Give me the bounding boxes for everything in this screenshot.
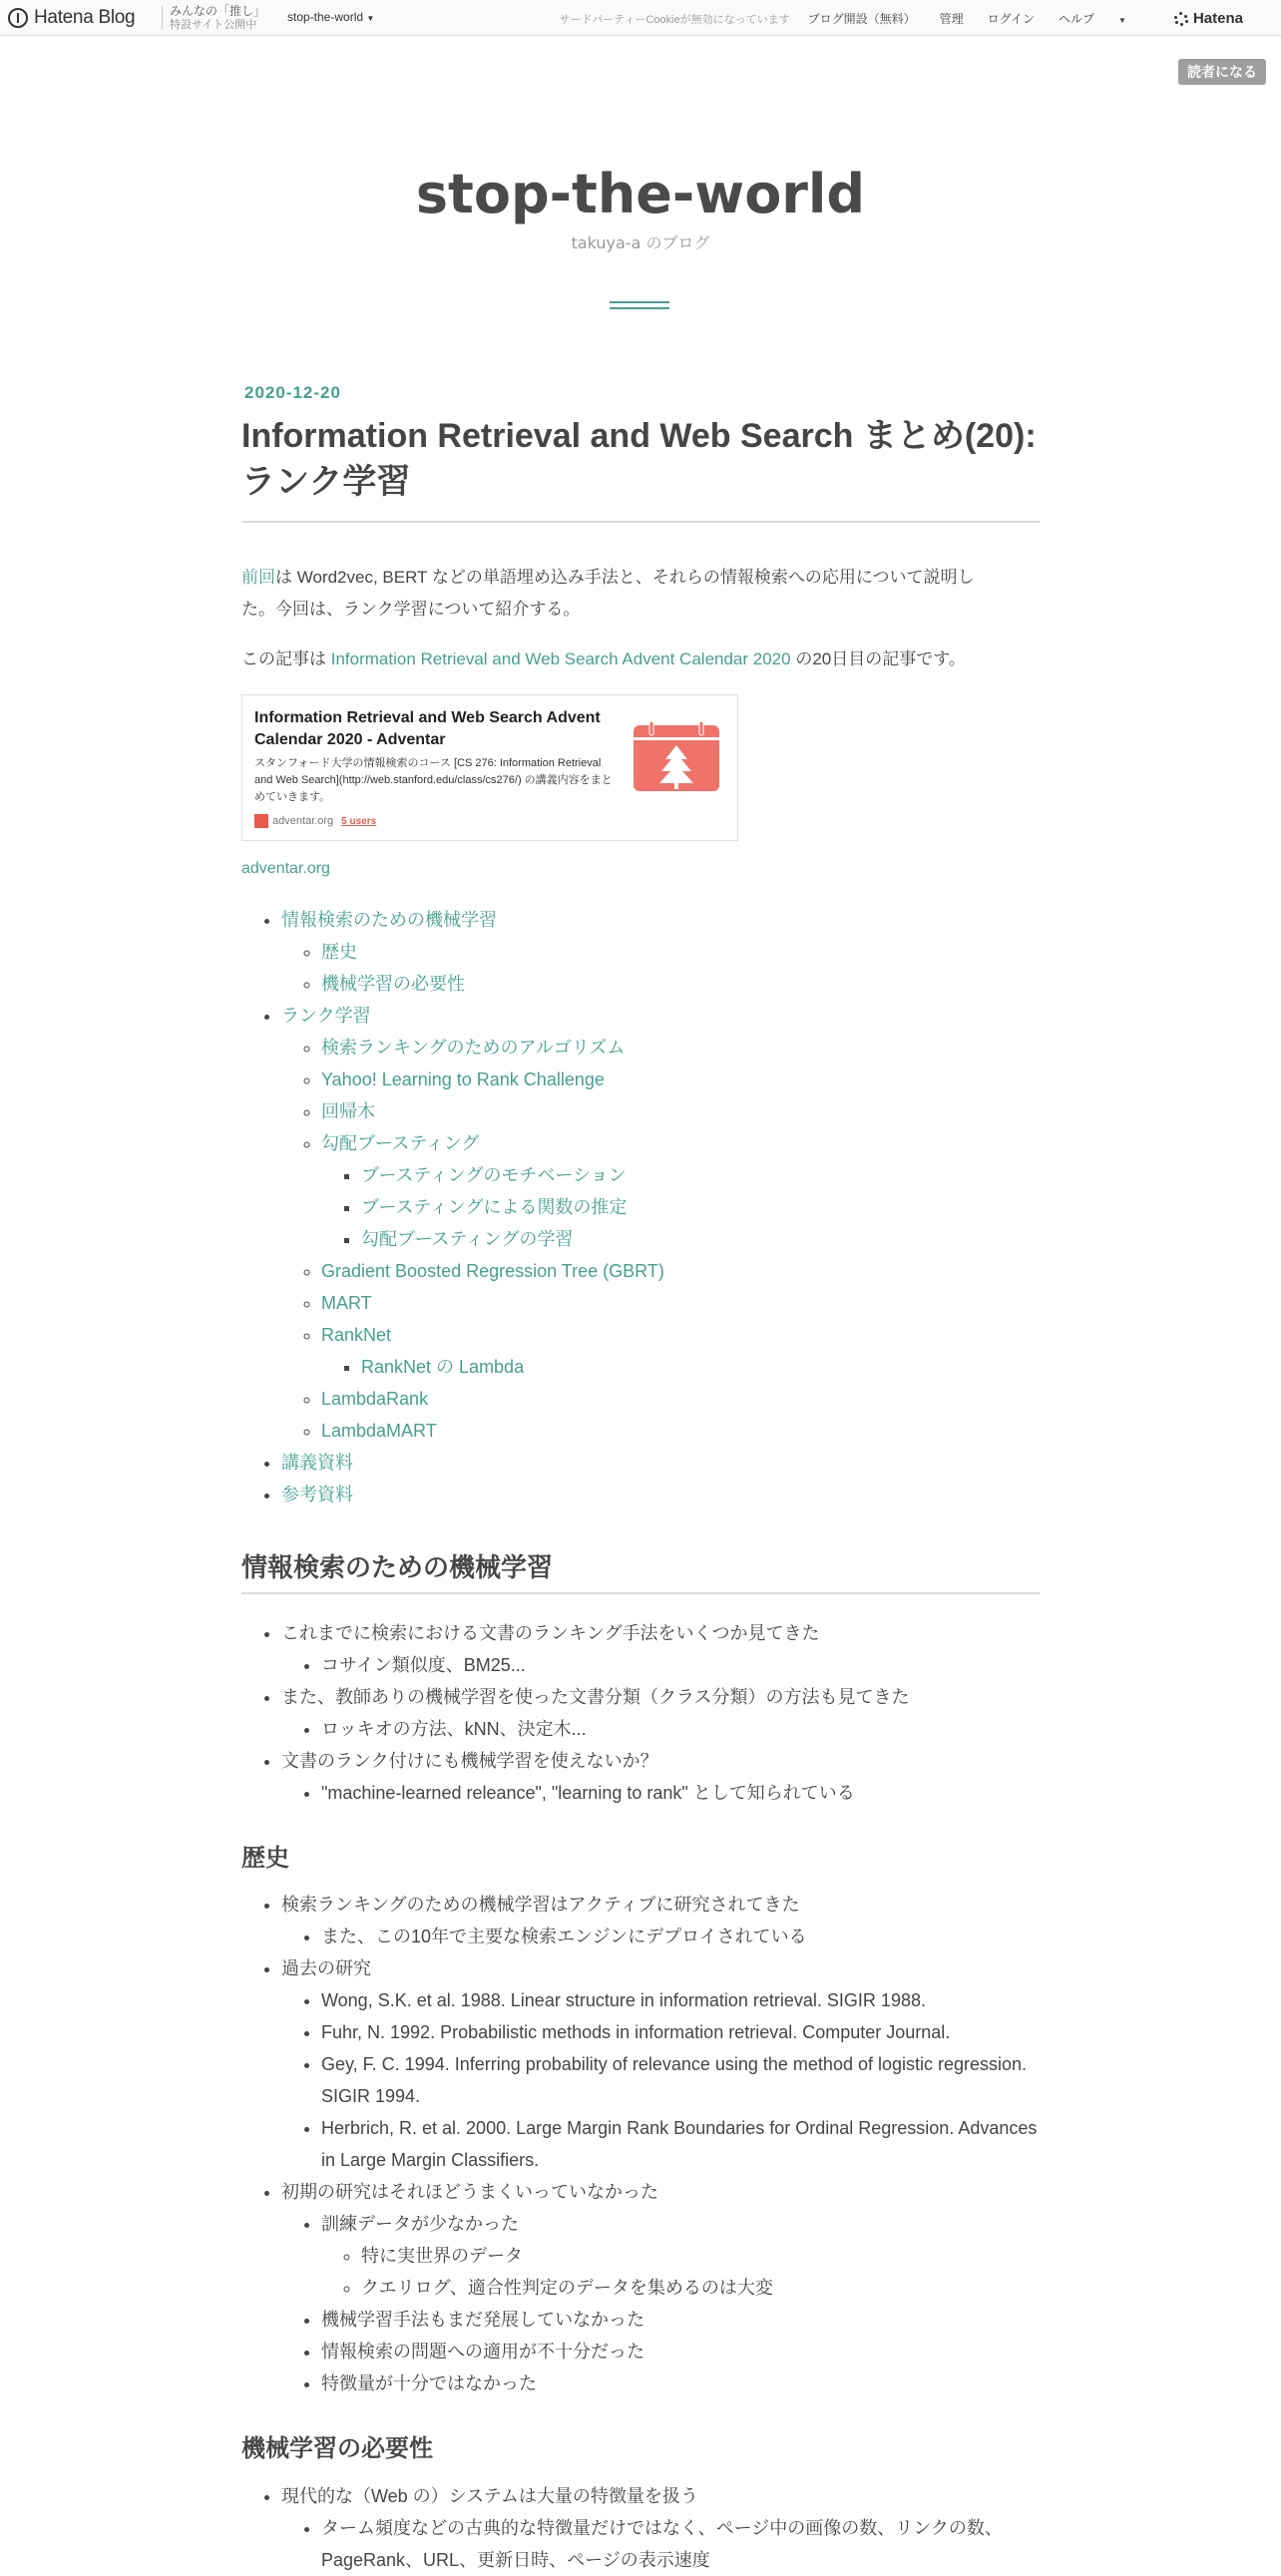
- entry-title-line1: Information Retrieval and Web Search まとめ(20):: [241, 417, 1037, 455]
- list-item: • Wong, S.K. et al. 1988. Linear structure in information retrieval. SIGIR 1988.: [321, 1984, 1040, 2016]
- toc-link-ranknet[interactable]: RankNet: [321, 1325, 392, 1345]
- login-link[interactable]: ログイン: [987, 12, 1036, 26]
- header-right-menu: [559, 10, 1281, 27]
- help-label: ヘルプ: [1059, 12, 1095, 26]
- toc-link-regression-tree[interactable]: 回帰木: [321, 1101, 375, 1121]
- toc-link-yahoo-challenge[interactable]: Yahoo! Learning to Rank Challenge: [321, 1070, 605, 1089]
- hatena-blog-logo-icon: [8, 8, 28, 28]
- list-item: • 文書のランク付けにも機械学習を使えないか？: [281, 1745, 1040, 1777]
- toc-item: [321, 968, 1040, 1000]
- section1-list: [241, 1617, 1040, 1809]
- toc-item: [281, 904, 1040, 1000]
- advent-suffix: の20日目の記事です。: [790, 649, 966, 668]
- section-heading-ml-for-ir: 情報検索のための機械学習: [241, 1552, 554, 1582]
- advent-paragraph: [241, 644, 1040, 675]
- list-item: • Herbrich, R. et al. 2000. Large Margin Rank Boundaries for Ordinal Regression. Advances in Large Margin Classifiers.: [321, 2112, 1040, 2176]
- toc-item: [321, 1064, 1040, 1095]
- intro-text2: た。今回は、ランク学習について紹介する。: [241, 600, 581, 619]
- bookmark-users-badge[interactable]: 5 users: [341, 815, 377, 827]
- list-item: • 機械学習手法もまだ発展していなかった: [321, 2304, 1040, 2336]
- hatena-blog-logo[interactable]: [8, 7, 135, 29]
- toc-item: [321, 1319, 1040, 1383]
- blog-title[interactable]: stop-the-world: [415, 163, 866, 225]
- hatena-logo[interactable]: [1174, 10, 1267, 27]
- section-divider: [241, 1592, 1040, 1594]
- header-ornament-bottom: [610, 307, 669, 309]
- caret-down-icon: ▼: [1118, 16, 1126, 25]
- embed-description: スタンフォード大学の情報検索のコース [CS 276: Information Retrieval and Web Search](http://web.stanford.edu/class/cs276/) の講義内容をまとめていきます。: [254, 757, 613, 803]
- embed-title[interactable]: Information Retrieval and Web Search Advent Calendar 2020 - Adventar: [254, 709, 601, 748]
- list-item-text: 訓練データが少なかった: [321, 2214, 519, 2234]
- header-ornament-top: [610, 301, 669, 303]
- blog-selector[interactable]: [287, 10, 374, 24]
- history-list: [241, 1889, 1040, 2399]
- toc-item: [281, 1447, 1040, 1479]
- embed-footer: [254, 814, 376, 828]
- list-item: • ロッキオの方法、kNN、決定木...: [321, 1713, 1040, 1745]
- list-item: • また、この10年で主要な検索エンジンにデプロイされている: [321, 1921, 1040, 1952]
- title-divider: [241, 521, 1040, 523]
- list-item: • 検索ランキングのための機械学習はアクティブに研究されてきた: [281, 1889, 1040, 1921]
- toc-link-mart[interactable]: MART: [321, 1293, 372, 1313]
- toc-link-ml-necessity[interactable]: 機械学習の必要性: [321, 974, 465, 994]
- toc-item: [321, 936, 1040, 968]
- embed-site: adventar.org: [272, 815, 334, 827]
- list-item: • 特徴量が十分ではなかった: [321, 2367, 1040, 2399]
- calendar-tree-icon: [634, 721, 719, 791]
- list-item: • これまでに検索における文書のランキング手法をいくつか見てきた: [281, 1617, 1040, 1649]
- toc-link-boosting-estimation[interactable]: ブースティングによる関数の推定: [361, 1197, 628, 1217]
- advent-calendar-link[interactable]: Information Retrieval and Web Search Advent Calendar 2020: [330, 649, 791, 668]
- blog-description: takuya-a のブログ: [571, 233, 710, 252]
- toc-item: [321, 1383, 1040, 1415]
- global-header: [0, 0, 1281, 36]
- toc-item: [321, 1255, 1040, 1287]
- blog-selector-label: stop-the-world: [287, 10, 364, 24]
- toc-item: [321, 1415, 1040, 1447]
- entry-title[interactable]: [241, 413, 1060, 505]
- toc-link-ml-for-ir[interactable]: 情報検索のための機械学習: [281, 910, 497, 930]
- cookie-notice: サードパーティーCookieが無効になっています: [559, 13, 790, 26]
- toc-link-boosting-motivation[interactable]: ブースティングのモチベーション: [361, 1165, 627, 1185]
- entry-date[interactable]: 2020-12-20: [244, 383, 341, 402]
- toc-item: [281, 1479, 1040, 1510]
- toc-link-references[interactable]: 参考資料: [281, 1485, 353, 1504]
- list-item: • Fuhr, N. 1992. Probabilistic methods in information retrieval. Computer Journal.: [321, 2016, 1040, 2048]
- list-item: • また、教師ありの機械学習を使った文書分類（クラス分類）の方法も見てきた: [281, 1681, 1040, 1713]
- table-of-contents: [241, 904, 1040, 1510]
- intro-paragraph: [241, 562, 1040, 626]
- list-item: • 過去の研究: [281, 1952, 1040, 1984]
- embed-source-link[interactable]: adventar.org: [241, 860, 330, 877]
- hatena-blog-logo-text: Hatena Blog: [34, 7, 136, 28]
- promo-line1: みんなの「推し」: [170, 4, 266, 18]
- promo-line2: 特設サイト公開中: [170, 19, 257, 31]
- toc-link-history[interactable]: 歴史: [321, 942, 357, 962]
- advent-prefix: この記事は: [241, 649, 331, 668]
- help-menu[interactable]: [1059, 10, 1150, 27]
- toc-item: [361, 1351, 1040, 1383]
- embed-card[interactable]: [241, 694, 738, 841]
- section-heading-ml-necessity: 機械学習の必要性: [241, 2435, 433, 2462]
- prev-article-link[interactable]: 前回: [241, 568, 275, 587]
- toc-link-ranknet-lambda[interactable]: RankNet の Lambda: [361, 1357, 525, 1377]
- list-item: • ターム頻度などの古典的な特徴量だけではなく、ページ中の画像の数、リンクの数、PageRank、URL、更新日時、ページの表示速度: [321, 2512, 1040, 2576]
- section-heading-history: 歴史: [241, 1845, 289, 1872]
- list-item: • コサイン類似度、BM25...: [321, 1649, 1040, 1681]
- subscribe-button[interactable]: 読者になる: [1178, 59, 1266, 85]
- list-item: • Gey, F. C. 1994. Inferring probability of relevance using the method of logistic regression. SIGIR 1994.: [321, 2048, 1040, 2112]
- caret-down-icon: ▼: [366, 14, 375, 23]
- hatena-dots-icon: [1174, 12, 1188, 26]
- toc-item: [361, 1191, 1040, 1223]
- promo-link[interactable]: [170, 4, 265, 32]
- toc-link-lambdamart[interactable]: LambdaMART: [321, 1421, 437, 1441]
- hatena-logo-text: Hatena: [1192, 10, 1243, 27]
- toc-item: [281, 1000, 1040, 1447]
- list-item: ◦ クエリログ、適合性判定のデータを集めるのは大変: [361, 2272, 1040, 2304]
- list-item: • 初期の研究はそれほどうまくいっていなかった: [281, 2176, 1040, 2208]
- toc-link-ltr[interactable]: ランク学習: [281, 1006, 371, 1026]
- adventar-favicon-icon: [254, 814, 268, 828]
- list-item: [321, 2208, 1040, 2304]
- toc-link-algorithms[interactable]: 検索ランキングのためのアルゴリズム: [321, 1038, 626, 1058]
- admin-link[interactable]: 管理: [939, 12, 964, 26]
- list-item: • "machine-learned releance", "learning to rank" として知られている: [321, 1777, 1040, 1809]
- header-divider: [162, 6, 163, 30]
- toc-link-boosting-training[interactable]: 勾配ブースティングの学習: [361, 1229, 574, 1249]
- list-item: ◦ 特に実世界のデータ: [361, 2240, 1040, 2272]
- toc-item: [321, 1032, 1040, 1064]
- toc-link-lecture[interactable]: 講義資料: [281, 1453, 353, 1473]
- intro-text1: は Word2vec, BERT などの単語埋め込み手法と、それらの情報検索への応用について説明し: [275, 568, 975, 587]
- list-item: • 情報検索の問題への適用が不十分だった: [321, 2336, 1040, 2367]
- toc-item: [321, 1287, 1040, 1319]
- toc-item: [361, 1159, 1040, 1191]
- list-item: • 現代的な（Web の）システムは大量の特徴量を扱う: [281, 2480, 1040, 2512]
- toc-item: [361, 1223, 1040, 1255]
- toc-link-gbrt[interactable]: Gradient Boosted Regression Tree (GBRT): [321, 1261, 664, 1281]
- toc-link-lambdarank[interactable]: LambdaRank: [321, 1389, 429, 1409]
- toc-link-gradient-boosting[interactable]: 勾配ブースティング: [321, 1133, 480, 1153]
- start-blog-link[interactable]: ブログ開設（無料）: [807, 12, 916, 26]
- entry-title-line2: ランク学習: [241, 463, 411, 501]
- toc-item: [321, 1095, 1040, 1127]
- toc-item: [321, 1127, 1040, 1255]
